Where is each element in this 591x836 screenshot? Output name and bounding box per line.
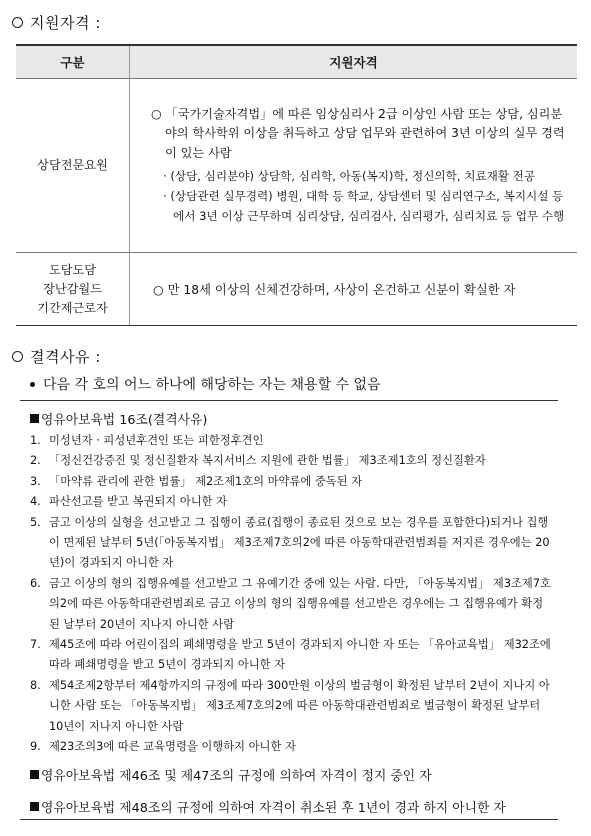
qualification-main: ○ 만 18세 이상의 신체건강하며, 사상이 온건하고 신분이 확실한 자 — [153, 283, 516, 297]
column-header-qualification: 지원자격 — [130, 45, 578, 79]
section-title: 지원자격 : — [30, 14, 101, 32]
list-item: 6. 금고 이상의 형의 집행유예를 선고받고 그 유예기간 중에 있는 사람. 다만, 「아동복지법」 제3조제7호의2에 따른 아동학대관련범죄로 금고 이상의 형의 집행유예를 선고받은 경우에는 그 집행유예가 확정된 날부터 20년이 지나지 아니한 사람 — [30, 576, 551, 631]
law-heading — [30, 797, 506, 816]
square-bullet-icon — [30, 770, 39, 779]
table-row — [16, 253, 577, 326]
law-heading — [30, 409, 207, 428]
section-eligibility-heading — [12, 12, 101, 33]
disqualification-list — [30, 431, 554, 758]
qualification-main: ○ 「국가기술자격법」에 따른 임상심리사 2급 이상인 사람 또는 상담, 심리분야의 학사학위 이상을 취득하고 상담 업무와 관련하여 3년 이상의 실무 경력이 있는 사람 — [151, 106, 565, 160]
law-heading — [30, 765, 432, 784]
list-item: 5. 금고 이상의 실형을 선고받고 그 집행이 종료(집행이 종료된 것으로 보는 경우를 포함한다)되거나 집행이 면제된 날부터 5년(「아동복지법」 제3조제7호의2에 따른 아동학대관련범죄를 저지른 경우에는 20년)이 경과되지 아니한 자 — [30, 515, 550, 570]
list-item: 3. 「마약류 관리에 관한 법률」 제2조제1호의 마약류에 중독된 자 — [30, 474, 363, 488]
column-header-category: 구분 — [16, 45, 130, 79]
table-row — [16, 79, 577, 253]
intro-text: 다음 각 호의 어느 하나에 해당하는 자는 채용할 수 없음 — [43, 377, 381, 393]
row-qualification — [130, 79, 578, 253]
qualification-sub: · (상담관련 실무경력) 병원, 대학 등 학교, 상담센터 및 심리연구소, 복지시설 등에서 3년 이상 근무하며 심리상담, 심리검사, 심리평가, 심리치료 등 업무 수행 — [163, 189, 565, 224]
category-line: 기간제근로자 — [37, 300, 108, 315]
list-item: 1. 미성년자 · 피성년후견인 또는 피한정후견인 — [30, 434, 264, 447]
square-bullet-icon — [30, 802, 39, 811]
circle-icon — [12, 17, 23, 28]
row-qualification — [130, 253, 578, 326]
category-line: 장난감월드 — [43, 281, 102, 296]
law-heading-text: 영유아보육법 제48조의 규정에 의하여 자격이 취소된 후 1년이 경과 하지 아니한 자 — [41, 801, 506, 816]
disqualification-box — [20, 400, 558, 820]
law-heading-text: 영유아보육법 16조(결격사유) — [41, 413, 208, 428]
disqualification-intro — [30, 374, 381, 394]
section-disqualification-heading — [12, 346, 101, 367]
section-title: 결격사유 : — [30, 348, 101, 366]
qualification-sub: · (상담, 심리분야) 상담학, 심리학, 아동(복지)학, 정신의학, 치료재활 전공 — [163, 169, 536, 184]
list-item: 8. 제54조제2항부터 제4항까지의 규정에 따라 300만원 이상의 벌금형이 확정된 날부터 2년이 지나지 아니한 사람 또는 「아동복지법」 제3조제7호의2에 따른 아동학대관련범죄로 벌금형이 확정된 날부터 10년이 지나지 아니한 사람 — [30, 678, 550, 733]
eligibility-table — [16, 44, 577, 326]
row-category: 상담전문요원 — [16, 79, 130, 253]
circle-icon — [12, 351, 23, 362]
square-bullet-icon — [30, 414, 39, 423]
table-header-row — [16, 45, 577, 79]
row-category — [16, 253, 130, 326]
law-heading-text: 영유아보육법 제46조 및 제47조의 규정에 의하여 자격이 정지 중인 자 — [41, 769, 432, 784]
bullet-icon — [30, 382, 35, 387]
category-line: 도담도담 — [48, 262, 97, 277]
list-item: 4. 파산선고를 받고 복권되지 아니한 자 — [30, 495, 228, 509]
list-item: 2. 「정신건강증진 및 정신질환자 복지서비스 지원에 관한 법률」 제3조제1호의 정신질환자 — [30, 454, 486, 468]
list-item: 9. 제23조의3에 따른 교육명령을 이행하지 아니한 자 — [30, 740, 296, 754]
list-item: 7. 제45조에 따라 어린이집의 폐쇄명령을 받고 5년이 경과되지 아니한 자 또는 「유아교육법」 제32조에 따라 폐쇄명령을 받고 5년이 경과되지 아니한 자 — [30, 638, 551, 672]
